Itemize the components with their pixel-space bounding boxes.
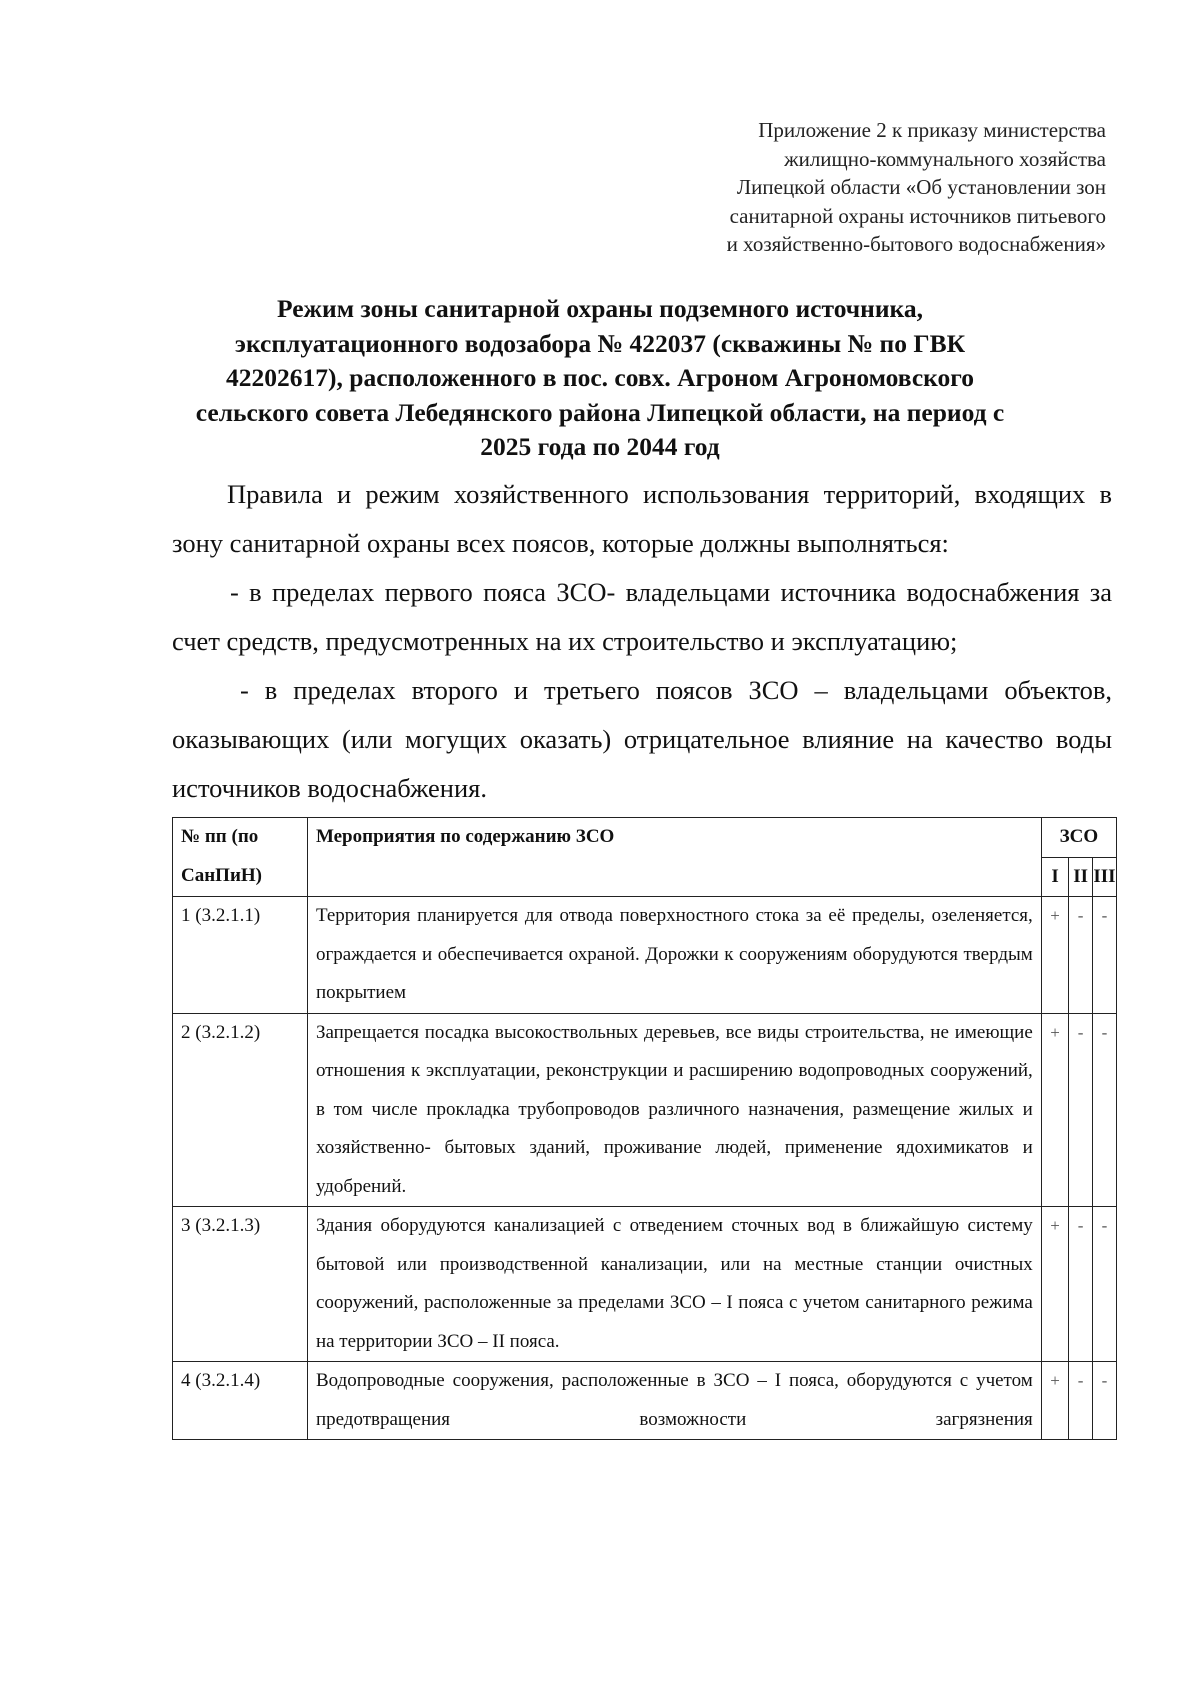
first-belt-paragraph: - в пределах первого пояса ЗСО- владельцами источника водоснабжения за счет средств, предусмотренных на их строительство и эксплуатацию; [172, 577, 1112, 656]
body-text [172, 470, 1112, 813]
title-line: эксплуатационного водозабора № 422037 (скважины № по ГВК [234, 328, 966, 358]
row-belt-1: + [1041, 1207, 1069, 1362]
title-line: сельского совета Лебедянского района Липецкой области, на период с [195, 397, 1005, 427]
table-row [173, 1013, 1117, 1207]
row-belt-2: - [1069, 1207, 1093, 1362]
appendix-note [560, 116, 1106, 259]
row-number: 1 (3.2.1.1) [173, 897, 308, 1014]
table-row [173, 1362, 1117, 1440]
row-belt-3: - [1092, 897, 1116, 1014]
row-belt-1: + [1041, 897, 1069, 1014]
row-measure: Водопроводные сооружения, расположенные в ЗСО – I пояса, оборудуются с учетом предотвращения возможности загрязнения [307, 1362, 1041, 1440]
row-belt-2: - [1069, 1362, 1093, 1440]
row-belt-3: - [1092, 1362, 1116, 1440]
appendix-line: жилищно-коммунального хозяйства [784, 146, 1106, 171]
zso-measures-table [172, 817, 1117, 1440]
row-belt-2: - [1069, 897, 1093, 1014]
row-number: 3 (3.2.1.3) [173, 1207, 308, 1362]
row-measure: Здания оборудуются канализацией с отведением сточных вод в ближайшую систему бытовой или производственной канализации, или на местные станции очистных сооружений, расположенные за пределами ЗСО – I пояса с учетом санитарного режима на территории ЗСО – II пояса. [307, 1207, 1041, 1362]
header-belt-2: II [1069, 857, 1093, 897]
row-number: 2 (3.2.1.2) [173, 1013, 308, 1207]
row-belt-3: - [1092, 1013, 1116, 1207]
appendix-line: Приложение 2 к приказу министерства [758, 118, 1106, 142]
table-row [173, 1207, 1117, 1362]
row-measure: Запрещается посадка высокоствольных деревьев, все виды строительства, не имеющие отношения к эксплуатации, реконструкции и расширению водопроводных сооружений, в том числе прокладка трубопроводов различного назначения, размещение жилых и хозяйственно- бытовых зданий, проживание людей, применение ядохимикатов и удобрений. [307, 1013, 1041, 1207]
row-belt-1: + [1041, 1362, 1069, 1440]
header-belt-1: I [1041, 857, 1069, 897]
row-belt-2: - [1069, 1013, 1093, 1207]
appendix-line: Липецкой области «Об установлении зон [736, 175, 1106, 199]
header-number: № пп (по СанПиН) [173, 818, 308, 897]
row-number: 4 (3.2.1.4) [173, 1362, 308, 1440]
table-header-row [173, 818, 1117, 858]
header-belt-3: III [1092, 857, 1116, 897]
header-measures: Мероприятия по содержанию ЗСО [307, 818, 1041, 897]
document-title [150, 292, 1050, 465]
header-zso: ЗСО [1041, 818, 1116, 858]
appendix-line: санитарной охраны источников питьевого [729, 203, 1106, 228]
title-line: 2025 года по 2044 год [480, 432, 720, 461]
table-row [173, 897, 1117, 1014]
row-belt-3: - [1092, 1207, 1116, 1362]
title-line: 42202617), расположенного в пос. совх. Агроном Агрономовского [226, 363, 974, 392]
row-belt-1: + [1041, 1013, 1069, 1207]
intro-paragraph: Правила и режим хозяйственного использования территорий, входящих в зону санитарной охраны всех поясов, которые должны выполняться: [172, 479, 1112, 558]
row-measure: Территория планируется для отвода поверхностного стока за её пределы, озеленяется, ограждается и обеспечивается охраной. Дорожки к сооружениям оборудуются твердым покрытием [307, 897, 1041, 1014]
appendix-line: и хозяйственно-бытового водоснабжения» [726, 232, 1106, 256]
second-third-belt-paragraph: - в пределах второго и третьего поясов ЗСО – владельцами объектов, оказывающих (или могущих оказать) отрицательное влияние на качество воды источников водоснабжения. [172, 675, 1112, 803]
title-line: Режим зоны санитарной охраны подземного источника, [277, 294, 923, 323]
